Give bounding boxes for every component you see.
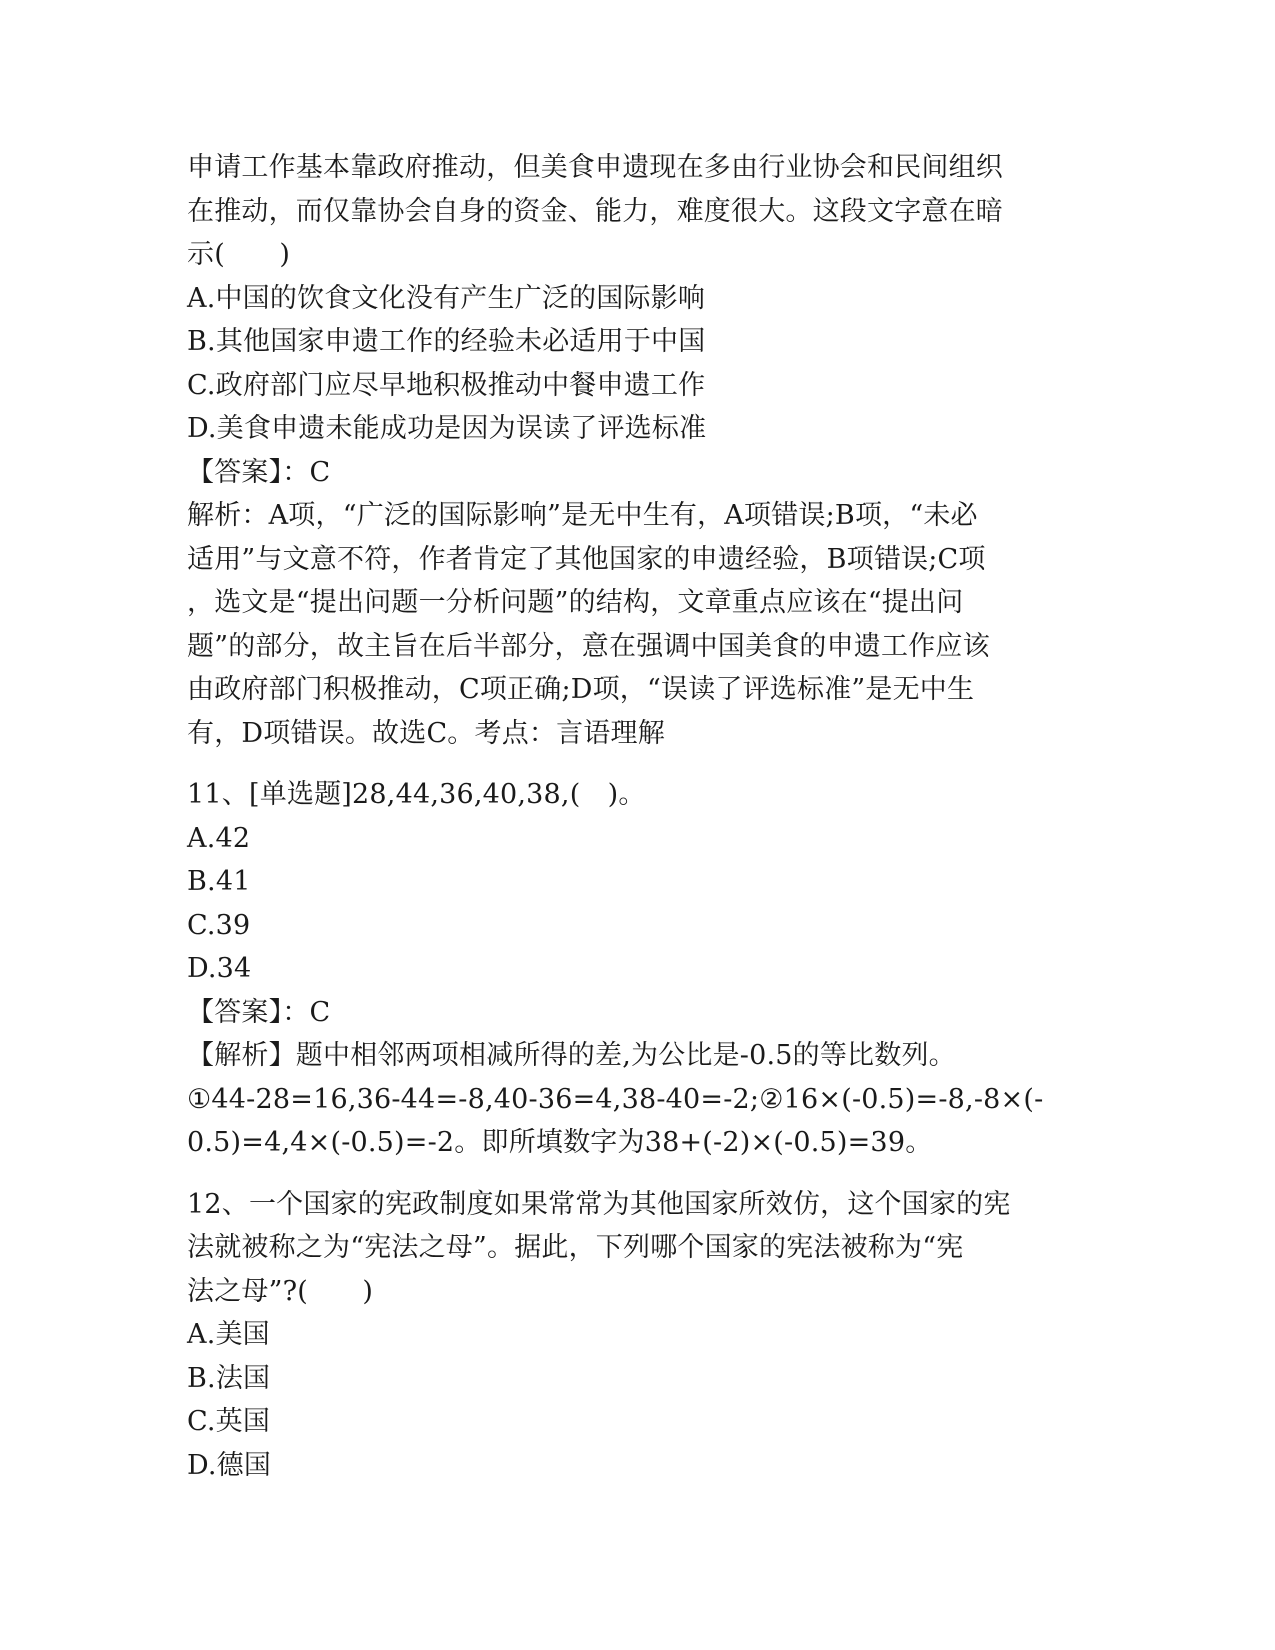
question-stem: 11、[单选题]28,44,36,40,38,( )。 [187, 779, 646, 810]
option-d: D.34 [187, 953, 252, 984]
document-page [187, 146, 1087, 1487]
analysis-line: 适用”与文意不符，作者肯定了其他国家的申遗经验，B项错误;C项 [187, 543, 986, 575]
analysis-line: 有，D项错误。故选C。考点：言语理解 [187, 717, 665, 749]
option-d: D.德国 [187, 1449, 272, 1481]
question-stem-line: 示( ) [187, 239, 291, 270]
question-stem-line: 申请工作基本靠政府推动，但美食申遗现在多由行业协会和民间组织 [187, 152, 1003, 183]
question-stem-line: 法就被称之为“宪法之母”。据此，下列哪个国家的宪法被称为“宪 [187, 1232, 964, 1263]
question-10 [187, 146, 1087, 755]
analysis-line: ①44-28=16,36-44=-8,40-36=4,38-40=-2;②16×(-0.5)=-8,-8×(- [187, 1083, 1044, 1115]
option-a: A.美国 [187, 1319, 270, 1350]
option-b: B.法国 [187, 1362, 271, 1394]
analysis-line: 解析：A项，“广泛的国际影响”是无中生有，A项错误;B项，“未必 [187, 500, 978, 531]
analysis-line: 由政府部门积极推动，C项正确;D项，“误读了评选标准”是无中生 [187, 674, 975, 705]
answer: 【答案】：C [187, 996, 331, 1028]
option-b: B.41 [187, 866, 251, 897]
analysis-line: 0.5)=4,4×(-0.5)=-2。即所填数字为38+(-2)×(-0.5)=39。 [187, 1127, 933, 1158]
option-a: A.中国的饮食文化没有产生广泛的国际影响 [187, 282, 706, 314]
analysis-line: 【解析】题中相邻两项相减所得的差,为公比是-0.5的等比数列。 [187, 1040, 956, 1071]
option-c: C.39 [187, 909, 251, 941]
answer: 【答案】：C [187, 456, 331, 488]
analysis-line: 题”的部分，故主旨在后半部分，意在强调中国美食的申遗工作应该 [187, 630, 990, 662]
question-stem-line: 12、一个国家的宪政制度如果常常为其他国家所效仿，这个国家的宪 [187, 1188, 1011, 1220]
option-a: A.42 [187, 822, 251, 854]
question-stem-line: 法之母”?( ) [187, 1275, 374, 1307]
analysis-line: ，选文是“提出问题一分析问题”的结构，文章重点应该在“提出问 [187, 587, 964, 618]
question-11 [187, 773, 1087, 1165]
question-stem-line: 在推动，而仅靠协会自身的资金、能力，难度很大。这段文字意在暗 [187, 195, 1003, 227]
option-b: B.其他国家申遗工作的经验未必适用于中国 [187, 326, 706, 357]
option-c: C.政府部门应尽早地积极推动中餐申遗工作 [187, 369, 706, 401]
question-12 [187, 1183, 1087, 1488]
option-d: D.美食申遗未能成功是因为误读了评选标准 [187, 413, 707, 444]
option-c: C.英国 [187, 1406, 271, 1437]
